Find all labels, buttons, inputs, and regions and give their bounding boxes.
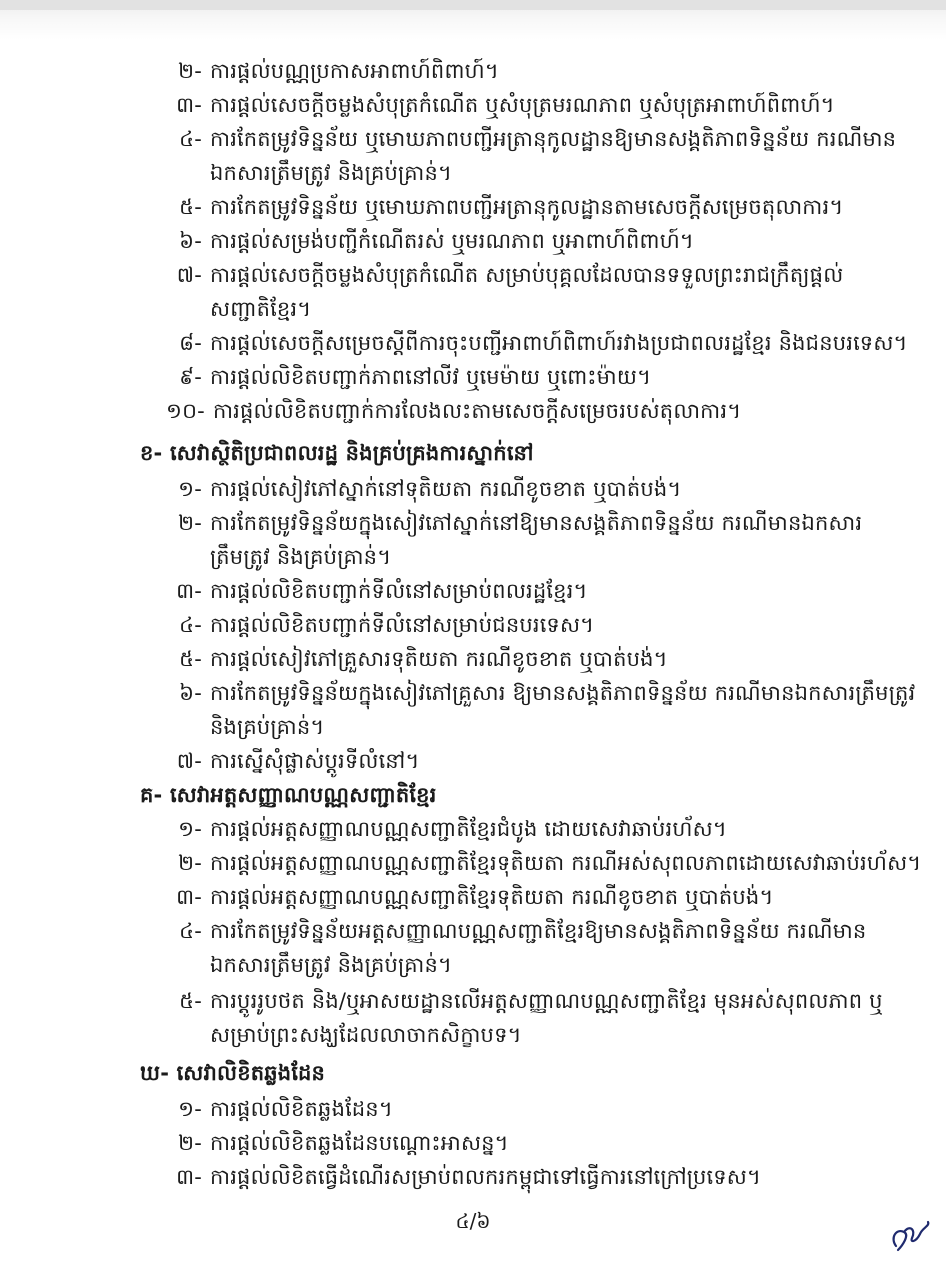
list-item <box>166 260 843 290</box>
item-text: ការកែតម្រូវទិន្នន័យក្នុងសៀវភៅគ្រួសារ ឱ្យមានសង្គតិភាពទិន្នន័យ ករណីមានឯកសារត្រឹមត្រូវ <box>210 681 916 705</box>
list-item <box>166 986 883 1016</box>
list-item <box>166 1094 393 1124</box>
item-number: ៣- <box>176 885 202 909</box>
list-item <box>166 56 499 86</box>
list-item <box>166 362 651 392</box>
item-text: ការផ្តល់សៀវភៅស្នាក់នៅទុតិយតា ករណីខូចខាត ឬបាត់បង់។ <box>210 477 682 501</box>
item-text: ការស្នើសុំផ្លាស់ប្តូរទីលំនៅ។ <box>210 749 420 773</box>
section-heading: គ- សេវាអត្តសញ្ញាណបណ្ណសញ្ជាតិខ្មែរ <box>140 783 437 807</box>
item-number: ៤- <box>179 127 202 151</box>
item-text: ការផ្តល់លិខិតធ្វើដំណើរសម្រាប់ពលករកម្ពុជាទៅធ្វើការនៅក្រៅប្រទេស។ <box>210 1165 761 1189</box>
item-text: ការផ្តល់សៀវភៅគ្រួសារទុតិយតា ករណីខូចខាត ឬបាត់បង់។ <box>210 647 668 671</box>
item-number: ២- <box>178 511 202 535</box>
item-number: ១- <box>178 477 202 501</box>
list-item <box>166 746 420 776</box>
item-number: ១- <box>178 1097 202 1121</box>
item-number: ១០- <box>166 399 205 423</box>
item-number: ៦- <box>179 229 202 253</box>
item-text: ការផ្តល់សេចក្តីចម្លងសំបុត្រកំណើត សម្រាប់បុគ្គលដែលបានទទួលព្រះរាជក្រឹត្យផ្តល់ <box>210 263 844 287</box>
list-item <box>166 576 588 606</box>
item-number: ៣- <box>176 579 202 603</box>
list-item-continuation: ត្រឹមត្រូវ និងគ្រប់គ្រាន់។ <box>210 545 392 569</box>
item-number: ៣- <box>176 93 202 117</box>
list-item-continuation: សម្រាប់ព្រះសង្ឃដែលលាចាកសិក្ខាបទ។ <box>210 1023 522 1047</box>
list-item <box>166 192 843 222</box>
item-text: ការកែតម្រូវទិន្នន័យ ឬមោឃភាពបញ្ជីអត្រានុកូលដ្ឋានឱ្យមានសង្គតិភាពទិន្នន័យ ករណីមាន <box>210 127 897 151</box>
item-number: ៧- <box>176 749 202 773</box>
section-heading: ឃ- សេវាលិខិតឆ្លងដែន <box>140 1061 326 1085</box>
list-item <box>166 1162 761 1192</box>
list-item <box>166 1128 509 1158</box>
item-number: ៣- <box>176 1165 202 1189</box>
scan-top-edge <box>0 0 946 10</box>
list-item <box>166 814 727 844</box>
item-text: ការផ្តល់សម្រង់បញ្ជីកំណើតរស់ ឬមរណភាព ឬអាពាហ៍ពិពាហ៍។ <box>210 229 694 253</box>
item-number: ៤- <box>179 919 202 943</box>
item-number: ៦- <box>179 681 202 705</box>
list-item <box>166 226 694 256</box>
item-number: ២- <box>178 59 202 83</box>
item-text: ការកែតម្រូវទិន្នន័យក្នុងសៀវភៅស្នាក់នៅឱ្យមានសង្គតិភាពទិន្នន័យ ករណីមានឯកសារ <box>210 511 863 535</box>
item-text: ការផ្តល់លិខិតបញ្ជាក់ទីលំនៅសម្រាប់ជនបរទេស។ <box>210 613 595 637</box>
item-number: ៥- <box>179 647 202 671</box>
list-item <box>166 508 862 538</box>
item-text: ការផ្តល់លិខិតបញ្ជាក់ភាពនៅលីវ ឬមេម៉ាយ ឬពោះម៉ាយ។ <box>210 365 652 389</box>
item-number: ៨- <box>179 331 202 355</box>
item-text: ការផ្តល់សេចក្តីសម្រេចស្តីពីការចុះបញ្ជីអាពាហ៍ពិពាហ៍រវាងប្រជាពលរដ្ឋខ្មែរ និងជនបរទេស។ <box>210 331 908 355</box>
list-item-continuation: ឯកសារត្រឹមត្រូវ និងគ្រប់គ្រាន់។ <box>210 953 453 977</box>
item-text: ការផ្តល់អត្តសញ្ញាណបណ្ណសញ្ជាតិខ្មែរជំបូង ដោយសេវាឆាប់រហ័ស។ <box>210 817 727 841</box>
list-item <box>166 916 866 946</box>
item-number: ៩- <box>179 365 202 389</box>
list-item <box>166 848 921 878</box>
handwritten-initials-icon <box>886 1216 934 1256</box>
item-number: ២- <box>178 1131 202 1155</box>
list-item <box>166 644 668 674</box>
item-number: ៤- <box>179 613 202 637</box>
item-text: ការផ្តល់លិខិតឆ្លងដែនបណ្តោះអាសន្ន។ <box>210 1131 509 1155</box>
item-text: ការផ្តល់លិខិតបញ្ជាក់ការលែងលះតាមសេចក្តីសម្រេចរបស់តុលាការ។ <box>212 399 742 423</box>
item-text: ការផ្តល់អត្តសញ្ញាណបណ្ណសញ្ជាតិខ្មែរទុតិយតា ករណីខូចខាត ឬបាត់បង់។ <box>210 885 774 909</box>
item-text: ការកែតម្រូវទិន្នន័យ ឬមោឃភាពបញ្ជីអត្រានុកូលដ្ឋានតាមសេចក្តីសម្រេចតុលាការ។ <box>210 195 844 219</box>
list-item <box>166 396 741 426</box>
item-number: ៥- <box>179 989 202 1013</box>
list-item <box>166 882 774 912</box>
list-item <box>166 474 681 504</box>
item-text: ការផ្តល់លិខិតបញ្ជាក់ទីលំនៅសម្រាប់ពលរដ្ឋខ្មែរ។ <box>210 579 588 603</box>
list-item-continuation: ឯកសារត្រឹមត្រូវ និងគ្រប់គ្រាន់។ <box>210 161 453 185</box>
item-text: ការកែតម្រូវទិន្នន័យអត្តសញ្ញាណបណ្ណសញ្ជាតិខ្មែរឱ្យមានសង្គតិភាពទិន្នន័យ ករណីមាន <box>210 919 867 943</box>
item-text: ការផ្តល់លិខិតឆ្លងដែន។ <box>210 1097 393 1121</box>
item-number: ៥- <box>179 195 202 219</box>
list-item <box>166 328 908 358</box>
item-text: ការផ្តល់សេចក្តីចម្លងសំបុត្រកំណើត ឬសំបុត្រមរណភាព ឬសំបុត្រអាពាហ៍ពិពាហ៍។ <box>210 93 835 117</box>
item-number: ៧- <box>176 263 202 287</box>
list-item <box>166 610 594 640</box>
list-item-continuation: សញ្ជាតិខ្មែរ។ <box>210 297 312 321</box>
list-item-continuation: និងគ្រប់គ្រាន់។ <box>210 715 325 739</box>
item-text: ការប្តូររូបថត និង/ឬអាសយដ្ឋានលើអត្តសញ្ញាណបណ្ណសញ្ជាតិខ្មែរ មុនអស់សុពលភាព ឬ <box>210 989 883 1013</box>
list-item <box>166 124 896 154</box>
item-text: ការផ្តល់អត្តសញ្ញាណបណ្ណសញ្ជាតិខ្មែរទុតិយតា ករណីអស់សុពលភាពដោយសេវាឆាប់រហ័ស។ <box>210 851 922 875</box>
item-number: ១- <box>178 817 202 841</box>
item-number: ២- <box>178 851 202 875</box>
item-text: ការផ្តល់បណ្ណប្រកាសអាពាហ៍ពិពាហ៍។ <box>210 59 499 83</box>
section-heading: ខ- សេវាស្ថិតិប្រជាពលរដ្ឋ និងគ្រប់គ្រងការស្នាក់នៅ <box>140 441 534 465</box>
list-item <box>166 678 915 708</box>
list-item <box>166 90 835 120</box>
page-number: ៤/៦ <box>455 1209 491 1233</box>
